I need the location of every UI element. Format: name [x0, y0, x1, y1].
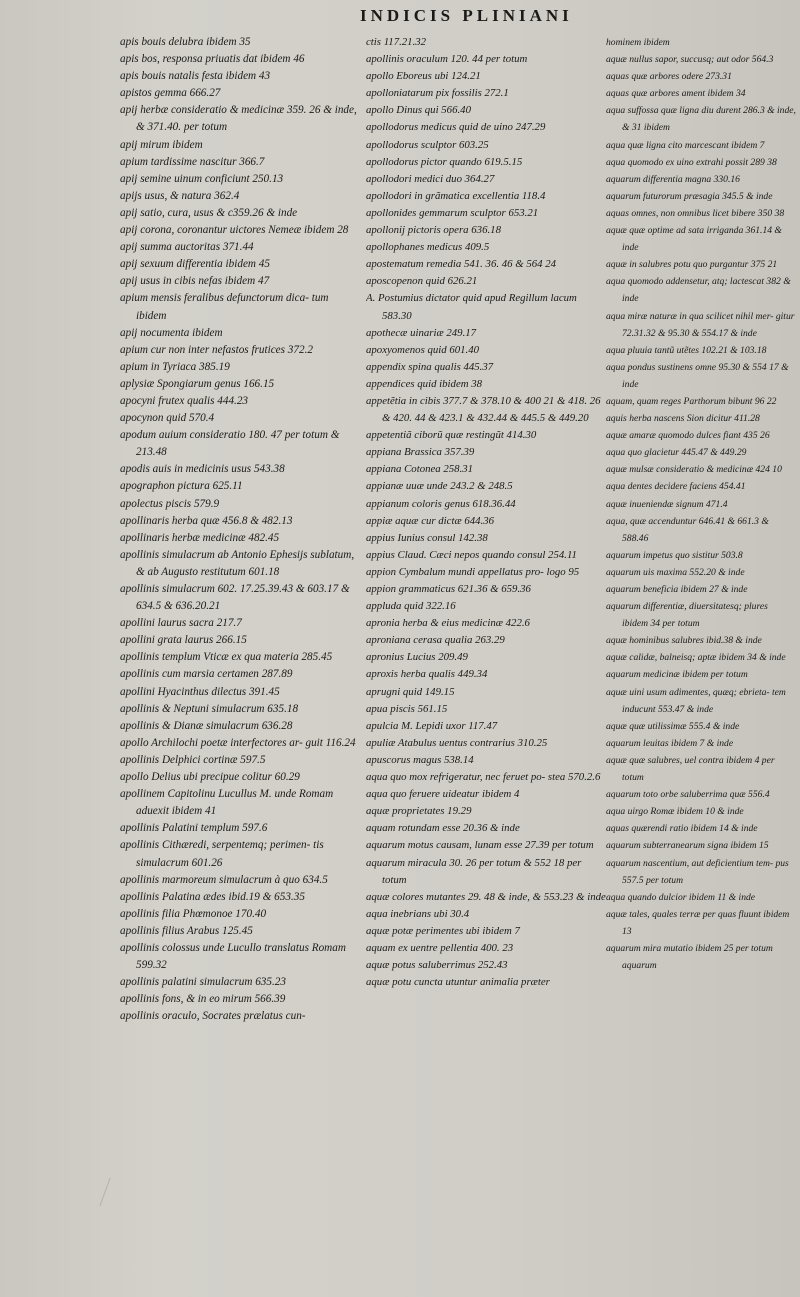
- index-entry: aqua uirgo Romæ ibidem 10 & inde: [606, 806, 744, 818]
- index-entry: aqua quo glacietur 445.47 & 449.29: [606, 447, 747, 459]
- index-entry: aquarum leuitas ibidem 7 & inde: [606, 737, 734, 749]
- index-entry: apolloniatarum pix fossilis 272.1: [366, 87, 509, 100]
- index-entry: apollinaris herbæ medicinæ 482.45: [120, 531, 280, 544]
- index-column-middle: [366, 34, 606, 991]
- index-entry: apollini laurus sacra 217.7: [120, 617, 242, 630]
- index-entry: apollinis Palatini templum 597.6: [120, 822, 268, 835]
- index-entry: appiana Brassica 357.39: [366, 446, 475, 459]
- index-entry: apollinis simulacrum ab Antonio Ephesijs sublatum, & ab Augusto restitutum 601.18: [120, 548, 355, 578]
- index-entry: aquas quæ arbores odere 273.31: [606, 71, 732, 83]
- index-entry: aquæ mulsæ consideratio & medicinæ 424 10: [606, 464, 782, 476]
- index-entry: apua piscis 561.15: [366, 702, 448, 715]
- index-entry: appianæ uuæ unde 243.2 & 248.5: [366, 480, 513, 493]
- index-entry: aproxis herba qualis 449.34: [366, 668, 488, 681]
- index-entry: aquæ uini usum adimentes, quæq; ebrieta- tem inducunt 553.47 & inde: [606, 686, 786, 715]
- index-entry: apollinem Capitolinu Lucullus M. unde Romam aduexit ibidem 41: [120, 788, 334, 818]
- index-entry: aquam, quam reges Parthorum bibunt 96 22: [606, 395, 777, 407]
- index-entry: appion grammaticus 621.36 & 659.36: [366, 583, 531, 595]
- index-entry: apollodorus sculptor 603.25: [366, 138, 489, 151]
- index-entry: appiæ aquæ cur dictæ 644.36: [366, 514, 495, 527]
- index-entry: apollonides gemmarum sculptor 653.21: [366, 206, 539, 219]
- index-entry: aquæ hominibus salubres ibid.38 & inde: [606, 635, 762, 647]
- index-entry: appius Claud. Cæci nepos quando consul 254.11: [366, 548, 577, 561]
- index-entry: apis bouis natalis festa ibidem 43: [120, 70, 271, 83]
- index-entry: aquæ calidæ, balneisq; aptæ ibidem 34 & inde: [606, 652, 786, 664]
- index-entry: appetentiã ciborũ quæ restingũt 414.30: [366, 429, 537, 442]
- index-entry: apollodorus medicus quid de uino 247.29: [366, 121, 546, 134]
- index-entry: aqua dentes decidere faciens 454.41: [606, 481, 746, 493]
- index-entry: aquarum nascentium, aut deficientium tem- pus 557.5 per totum: [606, 857, 789, 886]
- index-entry: apij satio, cura, usus & c359.26 & inde: [120, 206, 298, 219]
- index-entry: aquæ proprietates 19.29: [366, 805, 472, 818]
- index-entry: A. Postumius dictator quid apud Regillum lacum 583.30: [366, 292, 577, 322]
- index-entry: aqua quæ ligna cito marcescant ibidem 7: [606, 139, 765, 151]
- index-entry: apijs usus, & natura 362.4: [120, 189, 240, 202]
- index-entry: apollinis templum Vticæ ex qua materia 285.45: [120, 651, 333, 664]
- index-entry: apollinis filius Arabus 125.45: [120, 924, 253, 937]
- index-entry: apis bouis delubra ibidem 35: [120, 36, 251, 48]
- index-entry: apollinis oraculo, Socrates prælatus cun-: [120, 1010, 306, 1023]
- index-entry: aquæ amaræ quomodo dulces fiant 435 26: [606, 430, 770, 442]
- index-entry: aquarum beneficia ibidem 27 & inde: [606, 584, 748, 595]
- index-entry: aquarum mira mutatio ibidem 25 per totum aquarum: [606, 942, 773, 972]
- index-entry: aposcopenon quid 626.21: [366, 275, 478, 288]
- index-entry: aquæ in salubres potu quo purgantur 375 21: [606, 259, 778, 271]
- index-entry: apij semine uinum conficiunt 250.13: [120, 172, 284, 185]
- index-entry: apij herbæ consideratio & medicinæ 359. 26 & inde, & 371.40. per totum: [120, 104, 357, 134]
- index-entry: aqua quomodo ex uino extrahi possit 289 38: [606, 156, 777, 168]
- index-entry: aquas quærendi ratio ibidem 14 & inde: [606, 823, 758, 835]
- index-entry: apistos gemma 666.27: [120, 87, 221, 100]
- index-entry: apothecæ uinariæ 249.17: [366, 326, 477, 339]
- index-entry: aquarum differentiæ, diuersitatesq; plures ibidem 34 per totum: [606, 601, 768, 630]
- index-entry: apollo Eboreus ubi 124.21: [366, 70, 481, 83]
- index-entry: aquæ quæ salubres, uel contra ibidem 4 per totum: [606, 754, 775, 784]
- index-entry: apollonij pictoris opera 636.18: [366, 224, 501, 237]
- index-entry: apium in Tyriaca 385.19: [120, 360, 230, 373]
- index-entry: apollodori in grãmatica excellentia 118.4: [366, 189, 546, 202]
- index-entry: hominem ibidem: [606, 37, 670, 48]
- index-entry: apographon pictura 625.11: [120, 480, 243, 493]
- margin-ink-mark: [99, 1178, 127, 1213]
- index-entry: appluda quid 322.16: [366, 600, 456, 613]
- index-column-left: [120, 34, 360, 1025]
- index-entry: aqua quo feruere uideatur ibidem 4: [366, 788, 520, 801]
- index-entry: apollinis marmoreum simulacrum à quo 634.5: [120, 873, 328, 886]
- index-entry: apollinis filia Phœmonoe 170.40: [120, 907, 267, 920]
- index-entry: aquæ potu cuncta utuntur animalia præter: [366, 976, 550, 989]
- index-entry: aquarum motus causam, lunam esse 27.39 per totum: [366, 839, 594, 852]
- index-entry: aquarum differentia magna 330.16: [606, 173, 740, 185]
- index-entry: aquarum medicinæ ibidem per totum: [606, 669, 748, 681]
- index-entry: aquis herba nascens Sion dicitur 411.28: [606, 413, 760, 425]
- index-entry: apollo Delius ubi precipue colitur 60.29: [120, 771, 300, 784]
- index-entry: apis bos, responsa priuatis dat ibidem 46: [120, 53, 305, 66]
- index-entry: appion Cymbalum mundi appellatus pro- logo 95: [366, 565, 580, 578]
- index-entry: aqua pondus sustinens omne 95.30 & 554 17 & inde: [606, 361, 789, 390]
- index-entry: aqua quo mox refrigeratur, nec feruet po- stea 570.2.6: [366, 771, 601, 784]
- index-entry: appius Iunius consul 142.38: [366, 531, 488, 544]
- index-entry: apium mensis feralibus defunctorum dica- tum ibidem: [120, 292, 329, 322]
- index-entry: apij mirum ibidem: [120, 138, 203, 151]
- index-entry: apollinis fons, & in eo mirum 566.39: [120, 993, 286, 1006]
- index-entry: aquarum impetus quo sistitur 503.8: [606, 549, 743, 561]
- index-entry: apij sexuum differentia ibidem 45: [120, 258, 270, 271]
- index-entry: aprugni quid 149.15: [366, 685, 455, 698]
- index-entry: apollo Dinus qui 566.40: [366, 104, 471, 117]
- index-entry: apollo Archilochi poetæ interfectores ar- guit 116.24: [120, 736, 356, 749]
- index-entry: appetẽtia in cibis 377.7 & 378.10 & 400 21 & 418. 26 & 420. 44 & 423.1 & 432.44 & 445.5 & 449.20: [366, 394, 601, 425]
- index-entry: aquæ tales, quales terræ per quas fluunt ibidem 13: [606, 908, 790, 937]
- index-entry: apollinis oraculum 120. 44 per totum: [366, 53, 528, 66]
- index-entry: apollinis simulacrum 602. 17.25.39.43 & 603.17 & 634.5 & 636.20.21: [120, 583, 350, 613]
- index-entry: apodum auium consideratio 180. 47 per totum & 213.48: [120, 429, 340, 459]
- index-entry: ctis 117.21.32: [366, 36, 427, 48]
- index-entry: appendix spina qualis 445.37: [366, 360, 494, 373]
- running-header: INDICIS PLINIANI: [360, 6, 573, 25]
- index-entry: apollini grata laurus 266.15: [120, 634, 247, 647]
- index-entry: aqua quando dulcior ibidem 11 & inde: [606, 891, 756, 903]
- index-entry: aplysiæ Spongiarum genus 166.15: [120, 377, 275, 390]
- index-entry: aquæ nullus sapor, succusq; aut odor 564.3: [606, 54, 774, 66]
- index-entry: apij corona, coronantur uictores Nemeæ ibidem 28: [120, 224, 349, 237]
- index-entry: apollinis palatini simulacrum 635.23: [120, 976, 286, 989]
- index-entry: aquarum miracula 30. 26 per totum & 552 18 per totum: [366, 856, 582, 886]
- index-entry: apium cur non inter nefastos frutices 372.2: [120, 343, 313, 356]
- index-entry: appiana Cotonea 258.31: [366, 463, 474, 476]
- index-entry: apocynon quid 570.4: [120, 412, 215, 425]
- index-entry: apium tardissime nascitur 366.7: [120, 155, 265, 168]
- index-entry: apulcia M. Lepidi uxor 117.47: [366, 719, 498, 732]
- index-entry: aproniana cerasa qualia 263.29: [366, 634, 505, 647]
- index-entry: apollophanes medicus 409.5: [366, 241, 490, 254]
- index-entry: apuliæ Atabulus uentus contrarius 310.25: [366, 736, 548, 749]
- index-entry: appendices quid ibidem 38: [366, 377, 483, 390]
- index-entry: aquarum uis maxima 552.20 & inde: [606, 566, 745, 578]
- index-entry: aquæ potæ perimentes ubi ibidem 7: [366, 924, 520, 937]
- index-entry: aquas omnes, non omnibus licet bibere 350 38: [606, 207, 785, 219]
- index-entry: apodis auis in medicinis usus 543.38: [120, 463, 285, 476]
- index-entry: apij summa auctoritas 371.44: [120, 241, 254, 254]
- index-entry: aquæ quæ utilissimæ 555.4 & inde: [606, 720, 740, 732]
- index-entry: appianum coloris genus 618.36.44: [366, 497, 516, 510]
- index-entry: apollini Hyacinthus dilectus 391.45: [120, 685, 280, 698]
- index-entry: apollinis cum marsia certamen 287.89: [120, 668, 293, 681]
- index-entry: apollodorus pictor quando 619.5.15: [366, 155, 523, 168]
- index-entry: apollinis Palatina ædes ibid.19 & 653.35: [120, 890, 305, 903]
- index-entry: aquam ex uentre pellentia 400. 23: [366, 941, 514, 954]
- index-entry: apocyni frutex qualis 444.23: [120, 394, 249, 407]
- index-entry: apostematum remedia 541. 36. 46 & 564 24: [366, 258, 557, 271]
- index-entry: aqua miræ naturæ in qua scilicet nihil mer- gitur 72.31.32 & 95.30 & 554.17 & inde: [606, 310, 795, 339]
- index-entry: apollinis Cithæredi, serpentemq; perimen- tis simulacrum 601.26: [120, 839, 324, 869]
- index-entry: apollodori medici duo 364.27: [366, 172, 495, 185]
- index-entry: apollinis & Dianæ simulacrum 636.28: [120, 719, 293, 732]
- index-entry: apronia herba & eius medicinæ 422.6: [366, 617, 530, 630]
- index-entry: aqua quomodo addensetur, atq; lactescat 382 & inde: [606, 276, 791, 305]
- index-entry: aquæ potus saluberrimus 252.43: [366, 959, 508, 972]
- index-entry: apij usus in cibis nefas ibidem 47: [120, 275, 270, 288]
- index-entry: apollinis Delphici cortinæ 597.5: [120, 753, 266, 766]
- index-entry: apolectus piscis 579.9: [120, 497, 220, 510]
- index-column-right: [606, 34, 796, 974]
- index-entry: aquarum toto orbe saluberrima quæ 556.4: [606, 789, 770, 801]
- index-entry: apoxyomenos quid 601.40: [366, 343, 480, 356]
- index-entry: aquam rotundam esse 20.36 & inde: [366, 822, 520, 835]
- index-entry: aquarum subterranearum signa ibidem 15: [606, 840, 769, 852]
- index-entry: aqua, quæ accenduntur 646.41 & 661.3 & 588.46: [606, 515, 769, 544]
- index-entry: apollinis & Neptuni simulacrum 635.18: [120, 702, 299, 715]
- index-entry: aqua suffossa quæ ligna diu durent 286.3 & inde, & 31 ibidem: [606, 105, 796, 134]
- index-entry: apollinis colossus unde Lucullo translatus Romam 599.32: [120, 941, 346, 972]
- index-entry: apuscorus magus 538.14: [366, 753, 474, 766]
- index-entry: aquas quæ arbores ament ibidem 34: [606, 88, 746, 100]
- index-entry: aquæ quæ optime ad sata irriganda 361.14 & inde: [606, 225, 782, 254]
- index-entry: apij nocumenta ibidem: [120, 326, 223, 339]
- index-entry: aquæ inueniendæ signum 471.4: [606, 498, 728, 510]
- index-entry: aquæ colores mutantes 29. 48 & inde, & 553.23 & inde: [366, 890, 606, 903]
- index-entry: aqua inebrians ubi 30.4: [366, 907, 470, 920]
- index-entry: apronius Lucius 209.49: [366, 651, 468, 664]
- index-entry: aqua pluuia tantũ utẽtes 102.21 & 103.18: [606, 344, 767, 356]
- index-entry: aquarum futurorum præsagia 345.5 & inde: [606, 190, 773, 202]
- index-entry: apollinaris herba quæ 456.8 & 482.13: [120, 514, 293, 527]
